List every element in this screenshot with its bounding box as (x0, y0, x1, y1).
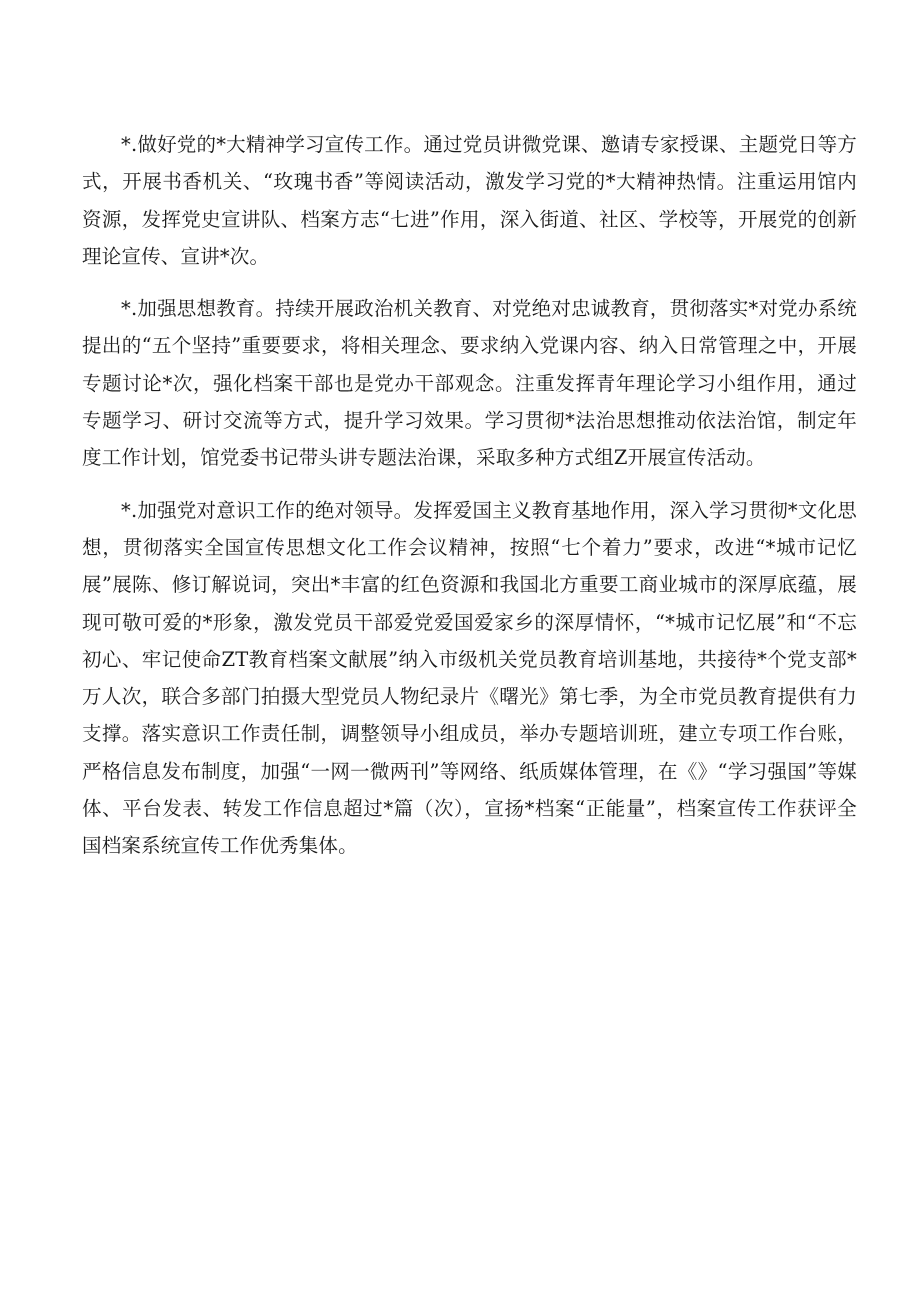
paragraph-ideology-leadership: *.加强党对意识工作的绝对领导。发挥爱国主义教育基地作用，深入学习贯彻*文化思想，贯彻落实全国宣传思想文化工作会议精神，按照“七个着力”要求，改进“*城市记忆展”展陈、修订解说词，突出*丰富的红色资源和我国北方重要工商业城市的深厚底蕴，展现可敬可爱的*形象，激发党员干部爱党爱国爱家乡的深厚情怀，“*城市记忆展”和“不忘初心、牢记使命ZT教育档案文献展”纳入市级机关党员教育培训基地，共接待*个党支部*万人次，联合多部门拍摄大型党员人物纪录片《曙光》第七季，为全市党员教育提供有力支撑。落实意识工作责任制，调整领导小组成员，举办专题培训班，建立专项工作台账，严格信息发布制度，加强“一网一微两刊”等网络、纸质媒体管理，在《》“学习强国”等媒体、平台发表、转发工作信息超过*篇（次），宣扬*档案“正能量”，档案宣传工作获评全国档案系统宣传工作优秀集体。 (82, 498, 857, 858)
paragraph-study-promotion: *.做好党的*大精神学习宣传工作。通过党员讲微党课、邀请专家授课、主题党日等方式，开展书香机关、“玫瑰书香”等阅读活动，激发学习党的*大精神热情。注重运用馆内资源，发挥党史宣讲队、档案方志“七进”作用，深入街道、社区、学校等，开展党的创新理论宣传、宣讲*次。 (82, 133, 857, 268)
document-body (82, 126, 857, 865)
paragraph-ideological-education: *.加强思想教育。持续开展政治机关教育、对党绝对忠诚教育，贯彻落实*对党办系统提出的“五个坚持”重要要求，将相关理念、要求纳入党课内容、纳入日常管理之中，开展专题讨论*次，强化档案干部也是党办干部观念。注重发挥青年理论学习小组作用，通过专题学习、研讨交流等方式，提升学习效果。学习贯彻*法治思想推动依法治馆，制定年度工作计划，馆党委书记带头讲专题法治课，采取多种方式组Z开展宣传活动。 (82, 297, 857, 470)
